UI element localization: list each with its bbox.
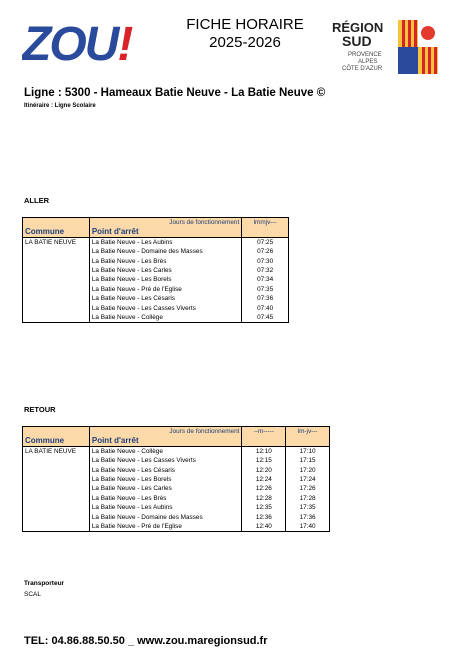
stop-cell: La Batie Neuve - Domaine des Masses — [89, 513, 242, 522]
transporteur-label: Transporteur — [24, 580, 65, 587]
stop-cell: La Batie Neuve - Les Aubins — [89, 503, 242, 512]
table-row — [23, 247, 289, 256]
stop-cell: La Batie Neuve - Les Carles — [89, 484, 242, 493]
itinerary-label: Itinéraire : Ligne Scolaire — [24, 103, 96, 109]
retour-header-cell — [286, 436, 330, 446]
stop-cell: La Batie Neuve - Pré de l'Eglise — [89, 285, 241, 294]
stop-cell: La Batie Neuve - Pré de l'Eglise — [89, 522, 242, 532]
title-line-2: 2025-2026 — [209, 34, 281, 51]
commune-cell — [23, 475, 90, 484]
time-cell: 07:45 — [242, 313, 289, 323]
time-cell: 17:10 — [286, 446, 330, 456]
commune-cell — [23, 466, 90, 475]
stop-cell: La Batie Neuve - Les Borels — [89, 275, 241, 284]
stop-cell: La Batie Neuve - Les Brès — [89, 494, 242, 503]
table-row — [23, 446, 330, 456]
commune-cell — [23, 257, 90, 266]
aller-section-label: ALLER — [24, 196, 49, 205]
table-row — [23, 257, 289, 266]
time-cell: 12:26 — [242, 484, 286, 493]
stop-cell: La Batie Neuve - Les Casses Viverts — [89, 456, 242, 465]
stop-cell: La Batie Neuve - Collège — [89, 446, 242, 456]
table-row — [23, 494, 330, 503]
table-row — [23, 466, 330, 475]
zou-logo — [22, 18, 150, 66]
stop-cell: La Batie Neuve - Collège — [89, 313, 241, 323]
retour-stop-header: Point d'arrêt — [89, 436, 242, 446]
table-row — [23, 266, 289, 275]
retour-commune-header: Commune — [23, 436, 90, 446]
aller-stop-header: Point d'arrêt — [89, 227, 241, 237]
time-cell: 07:25 — [242, 237, 289, 247]
retour-section-label: RETOUR — [24, 405, 56, 414]
aller-jours-label: Jours de fonctionnement — [89, 218, 241, 228]
retour-header-days — [23, 427, 330, 437]
commune-cell: LA BATIE NEUVE — [25, 238, 77, 246]
zou-logo-text: ZOU! — [22, 18, 132, 66]
retour-header-columns — [23, 436, 330, 446]
commune-cell — [23, 294, 90, 303]
commune-cell — [23, 247, 90, 256]
document-title — [160, 16, 330, 52]
time-cell: 12:24 — [242, 475, 286, 484]
region-logo-line3: PROVENCE — [348, 52, 382, 58]
aller-timetable — [22, 217, 289, 323]
retour-header-blank — [23, 427, 90, 437]
table-row — [23, 285, 289, 294]
commune-cell — [23, 313, 90, 323]
region-logo-line1: RÉGION — [332, 20, 384, 35]
commune-cell — [23, 266, 90, 275]
time-cell: 17:40 — [286, 522, 330, 532]
commune-cell — [23, 304, 90, 313]
time-cell: 07:26 — [242, 247, 289, 256]
table-row — [23, 294, 289, 303]
stop-cell: La Batie Neuve - Les Borels — [89, 475, 242, 484]
time-cell: 12:28 — [242, 494, 286, 503]
time-cell: 07:32 — [242, 266, 289, 275]
table-row — [23, 522, 330, 532]
aller-header-blank — [23, 218, 90, 228]
table-row — [23, 456, 330, 465]
time-cell: 17:15 — [286, 456, 330, 465]
region-logo-line2: SUD — [342, 33, 372, 49]
stop-cell: La Batie Neuve - Les Casses Viverts — [89, 304, 241, 313]
aller-header-days — [23, 218, 289, 228]
commune-cell — [23, 513, 90, 522]
time-cell: 12:35 — [242, 503, 286, 512]
region-logo-line4: ALPES — [358, 59, 378, 65]
stop-cell: La Batie Neuve - Les Césaris — [89, 294, 241, 303]
time-cell: 07:40 — [242, 304, 289, 313]
time-cell: 12:10 — [242, 446, 286, 456]
footer-contact: TEL: 04.86.88.50.50 _ www.zou.maregionsud.fr — [24, 635, 268, 647]
time-cell: 17:24 — [286, 475, 330, 484]
time-cell: 07:30 — [242, 257, 289, 266]
time-cell: 17:35 — [286, 503, 330, 512]
table-row — [23, 313, 289, 323]
region-logo-line5: CÔTE D'AZUR — [342, 66, 383, 72]
table-row — [23, 304, 289, 313]
transporteur-value: SCAL — [24, 591, 41, 598]
region-sud-logo — [330, 18, 440, 78]
commune-cell — [23, 494, 90, 503]
commune-cell — [23, 484, 90, 493]
table-row — [23, 237, 289, 247]
time-cell: 17:20 — [286, 466, 330, 475]
commune-cell: LA BATIE NEUVE — [25, 447, 77, 455]
title-line-1: FICHE HORAIRE — [186, 16, 304, 33]
aller-header-columns — [23, 227, 289, 237]
table-row — [23, 484, 330, 493]
stop-cell: La Batie Neuve - Les Césaris — [89, 466, 242, 475]
line-title: Ligne : 5300 - Hameaux Batie Neuve - La Batie Neuve © — [24, 87, 326, 99]
time-cell: 07:35 — [242, 285, 289, 294]
retour-header-cell — [242, 436, 286, 446]
time-cell: 17:28 — [286, 494, 330, 503]
time-cell: 17:26 — [286, 484, 330, 493]
table-row — [23, 503, 330, 512]
commune-cell — [23, 456, 90, 465]
time-cell: 12:36 — [242, 513, 286, 522]
aller-pattern-1: lmmjv--- — [242, 218, 289, 228]
aller-commune-header: Commune — [23, 227, 90, 237]
stop-cell: La Batie Neuve - Les Brès — [89, 257, 241, 266]
retour-timetable — [22, 426, 330, 532]
table-row — [23, 513, 330, 522]
time-cell: 17:36 — [286, 513, 330, 522]
retour-pattern-2: lm-jv--- — [286, 427, 330, 437]
time-cell: 12:15 — [242, 456, 286, 465]
commune-cell — [23, 275, 90, 284]
stop-cell: La Batie Neuve - Domaine des Masses — [89, 247, 241, 256]
retour-pattern-1: --m----- — [242, 427, 286, 437]
commune-cell — [23, 503, 90, 512]
time-cell: 12:20 — [242, 466, 286, 475]
commune-cell — [23, 522, 90, 532]
region-crest-icon — [398, 20, 438, 74]
time-cell: 12:40 — [242, 522, 286, 532]
table-row — [23, 275, 289, 284]
time-cell: 07:34 — [242, 275, 289, 284]
retour-jours-label: Jours de fonctionnement — [89, 427, 242, 437]
table-row — [23, 475, 330, 484]
stop-cell: La Batie Neuve - Les Aubins — [89, 237, 241, 247]
stop-cell: La Batie Neuve - Les Carles — [89, 266, 241, 275]
aller-header-cell — [242, 227, 289, 237]
time-cell: 07:36 — [242, 294, 289, 303]
commune-cell — [23, 285, 90, 294]
